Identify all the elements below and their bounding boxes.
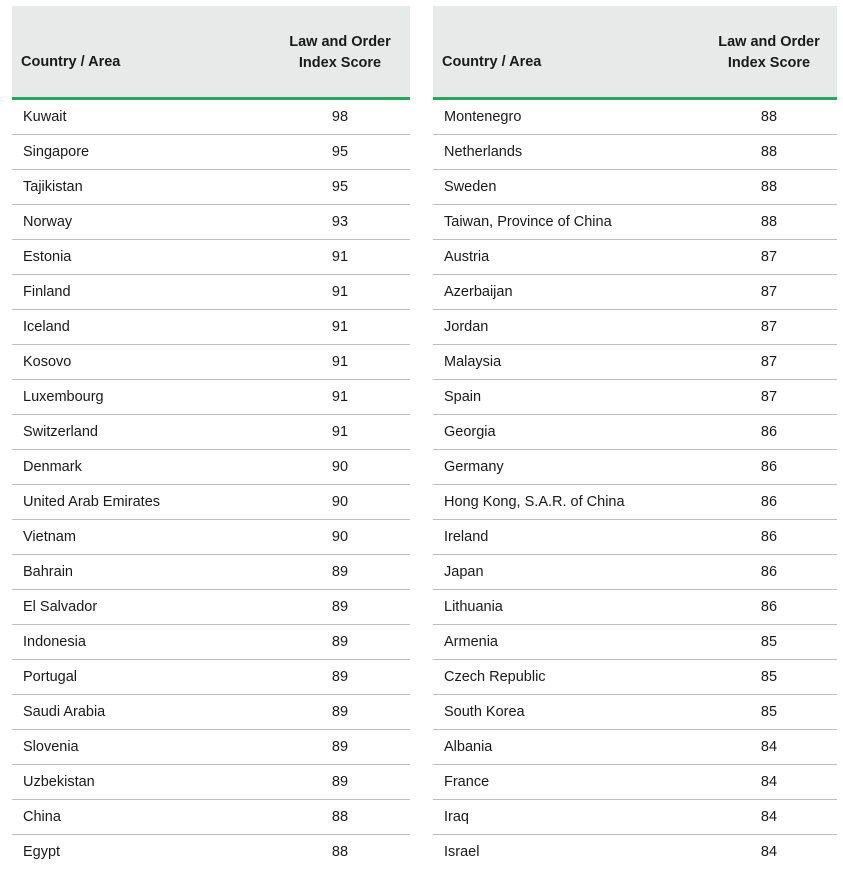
country-cell: Kuwait <box>12 99 270 135</box>
country-cell: El Salvador <box>12 590 270 625</box>
table-row <box>433 99 837 135</box>
table-row <box>12 170 410 205</box>
country-cell: Austria <box>433 240 701 275</box>
score-cell: 93 <box>270 205 410 240</box>
table-row <box>12 310 410 345</box>
country-cell: Kosovo <box>12 345 270 380</box>
score-cell: 86 <box>701 450 837 485</box>
country-cell: Germany <box>433 450 701 485</box>
score-cell: 91 <box>270 240 410 275</box>
country-cell: Jordan <box>433 310 701 345</box>
score-cell: 84 <box>701 800 837 835</box>
score-cell: 95 <box>270 135 410 170</box>
score-cell: 84 <box>701 835 837 869</box>
score-cell: 90 <box>270 450 410 485</box>
table-row <box>12 520 410 555</box>
table-row <box>12 765 410 800</box>
score-cell: 88 <box>701 170 837 205</box>
score-cell: 86 <box>701 590 837 625</box>
column-header-score-line2: Index Score <box>701 53 837 74</box>
score-cell: 89 <box>270 730 410 765</box>
country-cell: Tajikistan <box>12 170 270 205</box>
country-cell: Saudi Arabia <box>12 695 270 730</box>
country-cell: France <box>433 765 701 800</box>
score-cell: 91 <box>270 380 410 415</box>
score-cell: 86 <box>701 555 837 590</box>
country-cell: Azerbaijan <box>433 275 701 310</box>
score-cell: 89 <box>270 555 410 590</box>
column-header-score <box>701 6 837 99</box>
table-row <box>12 660 410 695</box>
table-row <box>12 695 410 730</box>
score-cell: 87 <box>701 240 837 275</box>
table-row <box>433 135 837 170</box>
column-header-score-line1: Law and Order <box>701 32 837 53</box>
column-header-country: Country / Area <box>433 6 701 99</box>
score-cell: 88 <box>701 135 837 170</box>
country-cell: Ireland <box>433 520 701 555</box>
score-cell: 89 <box>270 625 410 660</box>
country-cell: Czech Republic <box>433 660 701 695</box>
country-cell: Iceland <box>12 310 270 345</box>
table-row <box>433 695 837 730</box>
country-cell: Indonesia <box>12 625 270 660</box>
score-cell: 87 <box>701 380 837 415</box>
table-row <box>12 590 410 625</box>
country-cell: Finland <box>12 275 270 310</box>
table-row <box>433 730 837 765</box>
score-cell: 86 <box>701 485 837 520</box>
table-row <box>433 520 837 555</box>
table-row <box>433 310 837 345</box>
score-cell: 89 <box>270 695 410 730</box>
table-row <box>433 800 837 835</box>
country-cell: Estonia <box>12 240 270 275</box>
country-cell: Norway <box>12 205 270 240</box>
table-row <box>12 625 410 660</box>
country-cell: Netherlands <box>433 135 701 170</box>
table-row <box>433 240 837 275</box>
score-cell: 88 <box>701 99 837 135</box>
header-row <box>433 6 837 99</box>
country-cell: Taiwan, Province of China <box>433 205 701 240</box>
table-row <box>12 450 410 485</box>
country-cell: Malaysia <box>433 345 701 380</box>
country-cell: Armenia <box>433 625 701 660</box>
score-cell: 91 <box>270 310 410 345</box>
country-cell: Montenegro <box>433 99 701 135</box>
country-cell: Portugal <box>12 660 270 695</box>
score-cell: 85 <box>701 625 837 660</box>
country-cell: Sweden <box>433 170 701 205</box>
country-cell: United Arab Emirates <box>12 485 270 520</box>
country-cell: Switzerland <box>12 415 270 450</box>
table-row <box>433 450 837 485</box>
header-row <box>12 6 410 99</box>
score-cell: 89 <box>270 765 410 800</box>
score-cell: 89 <box>270 660 410 695</box>
column-header-score-line2: Index Score <box>270 53 410 74</box>
score-cell: 90 <box>270 520 410 555</box>
score-cell: 98 <box>270 99 410 135</box>
table-row <box>12 485 410 520</box>
table-row <box>433 415 837 450</box>
table-row <box>12 415 410 450</box>
score-cell: 88 <box>270 800 410 835</box>
table-row <box>12 135 410 170</box>
country-cell: Singapore <box>12 135 270 170</box>
country-cell: Bahrain <box>12 555 270 590</box>
table-row <box>433 660 837 695</box>
table-row <box>12 380 410 415</box>
table-row <box>12 99 410 135</box>
table-row <box>433 590 837 625</box>
country-cell: Slovenia <box>12 730 270 765</box>
table-row <box>433 205 837 240</box>
table-row <box>12 555 410 590</box>
table-row <box>433 765 837 800</box>
country-cell: Uzbekistan <box>12 765 270 800</box>
score-cell: 95 <box>270 170 410 205</box>
score-cell: 88 <box>701 205 837 240</box>
country-cell: South Korea <box>433 695 701 730</box>
column-header-score <box>270 6 410 99</box>
country-cell: Iraq <box>433 800 701 835</box>
table-row <box>12 275 410 310</box>
score-cell: 89 <box>270 590 410 625</box>
score-cell: 85 <box>701 660 837 695</box>
table-row <box>12 240 410 275</box>
country-cell: Luxembourg <box>12 380 270 415</box>
country-cell: Japan <box>433 555 701 590</box>
country-cell: Hong Kong, S.A.R. of China <box>433 485 701 520</box>
country-cell: Georgia <box>433 415 701 450</box>
country-cell: Spain <box>433 380 701 415</box>
table-row <box>433 835 837 869</box>
score-cell: 87 <box>701 310 837 345</box>
column-header-country: Country / Area <box>12 6 270 99</box>
score-cell: 87 <box>701 345 837 380</box>
country-cell: Denmark <box>12 450 270 485</box>
score-cell: 86 <box>701 415 837 450</box>
score-table-left <box>12 6 410 869</box>
table-body <box>12 99 410 869</box>
country-cell: Vietnam <box>12 520 270 555</box>
score-cell: 91 <box>270 345 410 380</box>
table-row <box>12 205 410 240</box>
country-cell: Albania <box>433 730 701 765</box>
table-row <box>12 730 410 765</box>
column-header-score-line1: Law and Order <box>270 32 410 53</box>
table-row <box>433 485 837 520</box>
table-body <box>433 99 837 869</box>
score-cell: 87 <box>701 275 837 310</box>
table-row <box>433 275 837 310</box>
country-cell: Lithuania <box>433 590 701 625</box>
score-cell: 91 <box>270 415 410 450</box>
table-row <box>12 345 410 380</box>
table-row <box>433 170 837 205</box>
table-row <box>433 625 837 660</box>
table-row <box>433 555 837 590</box>
table-row <box>12 800 410 835</box>
score-cell: 90 <box>270 485 410 520</box>
country-cell: Israel <box>433 835 701 869</box>
score-cell: 84 <box>701 765 837 800</box>
score-table-right <box>433 6 837 869</box>
table-row <box>433 380 837 415</box>
score-cell: 86 <box>701 520 837 555</box>
score-cell: 91 <box>270 275 410 310</box>
table-row <box>12 835 410 869</box>
country-cell: Egypt <box>12 835 270 869</box>
country-cell: China <box>12 800 270 835</box>
score-cell: 88 <box>270 835 410 869</box>
score-cell: 85 <box>701 695 837 730</box>
table-row <box>433 345 837 380</box>
score-cell: 84 <box>701 730 837 765</box>
